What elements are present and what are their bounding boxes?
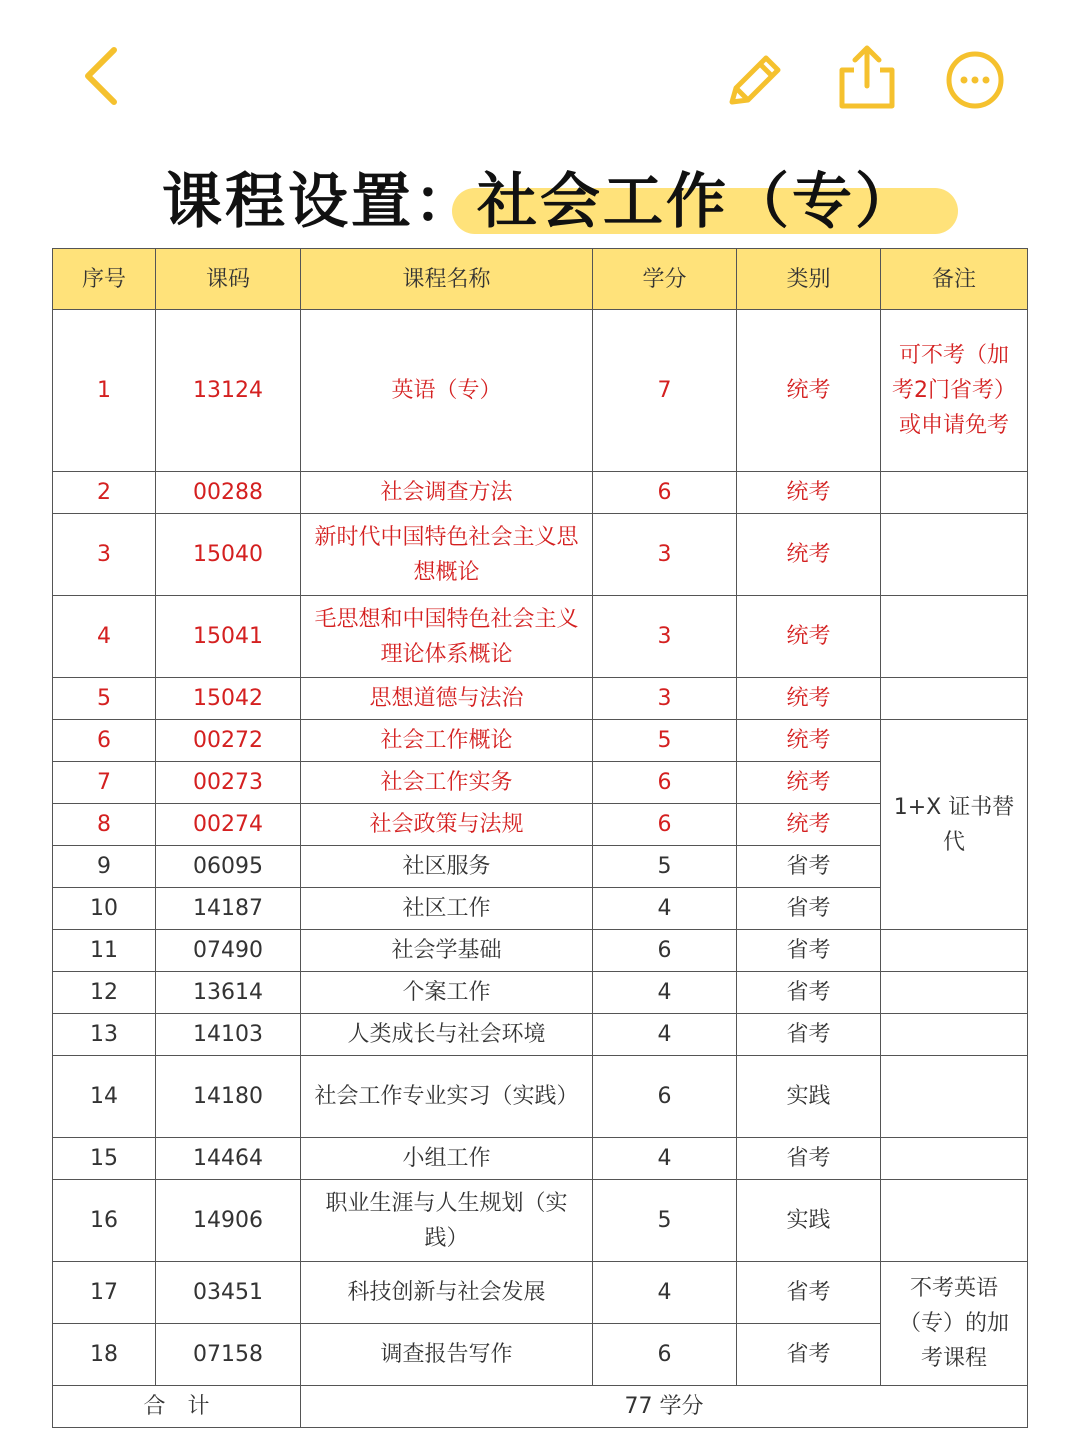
cell-no: 14: [53, 1056, 156, 1138]
table-row: [53, 930, 1028, 972]
cell-credit: 3: [593, 514, 737, 596]
cell-name: 小组工作: [301, 1138, 593, 1180]
cell-code: 13124: [156, 310, 301, 472]
table-row: [53, 678, 1028, 720]
cell-no: 1: [53, 310, 156, 472]
cell-code: 00274: [156, 804, 301, 846]
total-row: [53, 1386, 1028, 1428]
table-row: [53, 1014, 1028, 1056]
cell-type: 统考: [737, 514, 881, 596]
table-row: [53, 972, 1028, 1014]
header-type: 类别: [737, 249, 881, 310]
cell-no: 9: [53, 846, 156, 888]
cell-type: 统考: [737, 678, 881, 720]
cell-code: 00288: [156, 472, 301, 514]
cell-credit: 3: [593, 596, 737, 678]
cell-type: 统考: [737, 310, 881, 472]
cell-type: 省考: [737, 1014, 881, 1056]
cell-credit: 6: [593, 804, 737, 846]
cell-credit: 4: [593, 1262, 737, 1324]
cell-no: 8: [53, 804, 156, 846]
table-row: [53, 1180, 1028, 1262]
cell-no: 16: [53, 1180, 156, 1262]
cell-credit: 4: [593, 1138, 737, 1180]
cell-name: 英语（专）: [301, 310, 593, 472]
cell-no: 6: [53, 720, 156, 762]
cell-credit: 3: [593, 678, 737, 720]
cell-no: 7: [53, 762, 156, 804]
cell-type: 省考: [737, 1138, 881, 1180]
cell-no: 13: [53, 1014, 156, 1056]
table-row: [53, 1056, 1028, 1138]
total-value: 77 学分: [301, 1386, 1028, 1428]
table-row: [53, 720, 1028, 762]
cell-code: 07158: [156, 1324, 301, 1386]
table-row: [53, 596, 1028, 678]
cell-type: 省考: [737, 888, 881, 930]
cell-name: 毛思想和中国特色社会主义理论体系概论: [301, 596, 593, 678]
cell-no: 18: [53, 1324, 156, 1386]
header-code: 课码: [156, 249, 301, 310]
cell-type: 省考: [737, 930, 881, 972]
cell-name: 社会工作概论: [301, 720, 593, 762]
cell-credit: 5: [593, 846, 737, 888]
cell-code: 14906: [156, 1180, 301, 1262]
cell-note-empty: [881, 930, 1028, 972]
cell-code: 14464: [156, 1138, 301, 1180]
cell-credit: 6: [593, 930, 737, 972]
cell-credit: 5: [593, 720, 737, 762]
cell-credit: 5: [593, 1180, 737, 1262]
header-note: 备注: [881, 249, 1028, 310]
cell-note-empty: [881, 514, 1028, 596]
cell-name: 职业生涯与人生规划（实践）: [301, 1180, 593, 1262]
header-credit: 学分: [593, 249, 737, 310]
cell-name: 社会工作专业实习（实践）: [301, 1056, 593, 1138]
pencil-icon[interactable]: [722, 48, 786, 112]
title-major: 社会工作（专）: [477, 167, 918, 237]
cell-name: 社会调查方法: [301, 472, 593, 514]
cell-note-empty: [881, 472, 1028, 514]
table-row: [53, 472, 1028, 514]
cell-type: 统考: [737, 720, 881, 762]
cell-type: 统考: [737, 762, 881, 804]
cell-code: 15042: [156, 678, 301, 720]
cell-note-empty: [881, 1014, 1028, 1056]
cell-note: 1+X 证书替代: [881, 720, 1028, 930]
cell-type: 统考: [737, 596, 881, 678]
table-row: [53, 310, 1028, 472]
cell-no: 17: [53, 1262, 156, 1324]
cell-no: 12: [53, 972, 156, 1014]
cell-name: 新时代中国特色社会主义思想概论: [301, 514, 593, 596]
cell-name: 思想道德与法治: [301, 678, 593, 720]
cell-credit: 4: [593, 888, 737, 930]
share-icon[interactable]: [836, 44, 898, 110]
cell-type: 省考: [737, 972, 881, 1014]
cell-credit: 6: [593, 1324, 737, 1386]
cell-code: 00272: [156, 720, 301, 762]
cell-type: 实践: [737, 1180, 881, 1262]
cell-note-empty: [881, 596, 1028, 678]
cell-type: 统考: [737, 472, 881, 514]
top-toolbar: [0, 0, 1080, 150]
cell-name: 社会学基础: [301, 930, 593, 972]
table-row: [53, 514, 1028, 596]
cell-type: 统考: [737, 804, 881, 846]
cell-note: 不考英语（专）的加考课程: [881, 1262, 1028, 1386]
cell-no: 5: [53, 678, 156, 720]
cell-name: 社区工作: [301, 888, 593, 930]
cell-code: 13614: [156, 972, 301, 1014]
cell-credit: 6: [593, 472, 737, 514]
cell-no: 11: [53, 930, 156, 972]
title-prefix: 课程设置：: [162, 167, 477, 237]
cell-name: 科技创新与社会发展: [301, 1262, 593, 1324]
cell-type: 实践: [737, 1056, 881, 1138]
cell-credit: 7: [593, 310, 737, 472]
cell-name: 个案工作: [301, 972, 593, 1014]
cell-name: 调查报告写作: [301, 1324, 593, 1386]
cell-no: 2: [53, 472, 156, 514]
cell-code: 03451: [156, 1262, 301, 1324]
cell-code: 07490: [156, 930, 301, 972]
cell-type: 省考: [737, 846, 881, 888]
cell-name: 社会工作实务: [301, 762, 593, 804]
cell-credit: 6: [593, 1056, 737, 1138]
cell-name: 社区服务: [301, 846, 593, 888]
cell-note-empty: [881, 1138, 1028, 1180]
chevron-left-icon[interactable]: [76, 44, 126, 108]
cell-code: 14187: [156, 888, 301, 930]
cell-credit: 4: [593, 972, 737, 1014]
cell-note-empty: [881, 1056, 1028, 1138]
header-name: 课程名称: [301, 249, 593, 310]
cell-code: 06095: [156, 846, 301, 888]
table-row: [53, 1262, 1028, 1324]
table-header-row: [53, 249, 1028, 310]
cell-code: 14103: [156, 1014, 301, 1056]
cell-code: 15040: [156, 514, 301, 596]
cell-no: 15: [53, 1138, 156, 1180]
cell-no: 4: [53, 596, 156, 678]
cell-name: 人类成长与社会环境: [301, 1014, 593, 1056]
page-title: [0, 148, 1080, 238]
cell-code: 14180: [156, 1056, 301, 1138]
header-no: 序号: [53, 249, 156, 310]
cell-note-empty: [881, 972, 1028, 1014]
more-icon[interactable]: [945, 50, 1005, 110]
cell-code: 00273: [156, 762, 301, 804]
cell-name: 社会政策与法规: [301, 804, 593, 846]
cell-note-empty: [881, 1180, 1028, 1262]
table-row: [53, 1138, 1028, 1180]
cell-no: 10: [53, 888, 156, 930]
course-table: [52, 248, 1028, 1428]
cell-note: 可不考（加考2门省考）或申请免考: [881, 310, 1028, 472]
total-label: 合 计: [53, 1386, 301, 1428]
cell-credit: 4: [593, 1014, 737, 1056]
cell-no: 3: [53, 514, 156, 596]
cell-code: 15041: [156, 596, 301, 678]
cell-type: 省考: [737, 1262, 881, 1324]
cell-credit: 6: [593, 762, 737, 804]
cell-type: 省考: [737, 1324, 881, 1386]
cell-note-empty: [881, 678, 1028, 720]
